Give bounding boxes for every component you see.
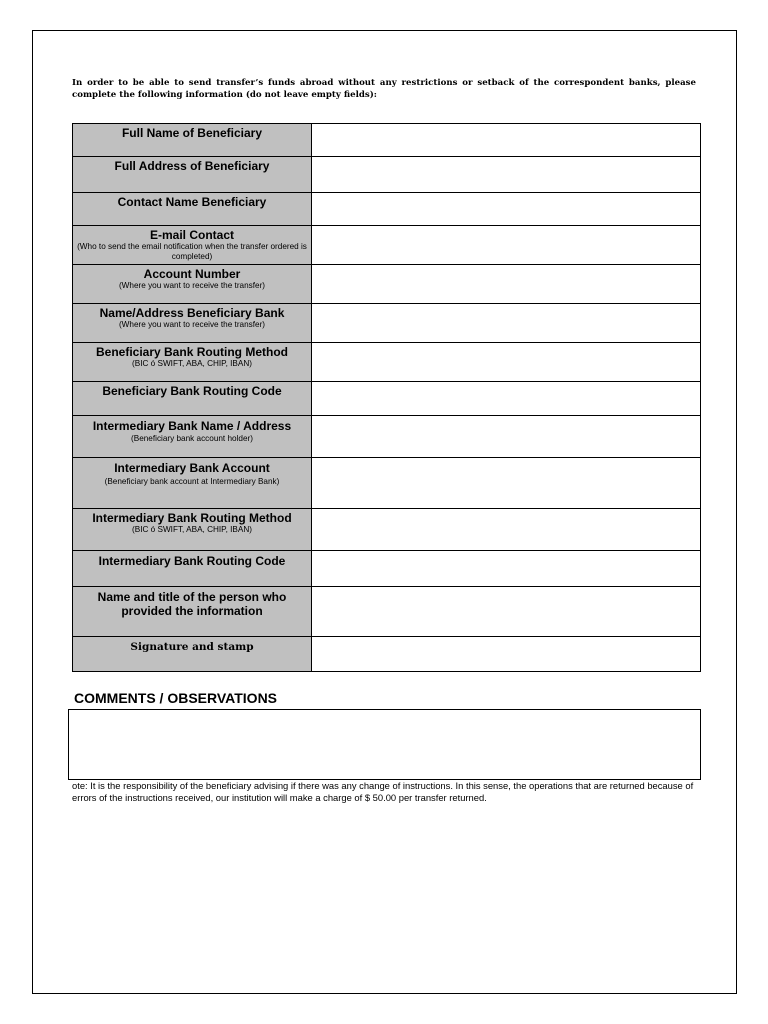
beneficiary-routing-code-field[interactable] [312, 382, 701, 416]
intermediary-bank-name-field[interactable] [312, 416, 701, 458]
intermediary-routing-method-label: Intermediary Bank Routing Method (BIC ó SWIFT, ABA, CHIP, IBAN) [73, 509, 312, 551]
intro-text: In order to be able to send transfer’s funds abroad without any restrictions or setback of the correspondent banks, please complete the following information (do not leave empty fields): [72, 78, 696, 100]
email-contact-field[interactable] [312, 226, 701, 265]
table-row [73, 509, 701, 551]
account-number-label: Account Number (Where you want to receive the transfer) [73, 265, 312, 304]
full-name-field[interactable] [312, 124, 701, 157]
table-row [73, 226, 701, 265]
beneficiary-bank-field[interactable] [312, 304, 701, 343]
comments-title: COMMENTS / OBSERVATIONS [74, 690, 278, 706]
provider-name-title-field[interactable] [312, 587, 701, 637]
table-row [73, 124, 701, 157]
beneficiary-bank-label: Name/Address Beneficiary Bank (Where you want to receive the transfer) [73, 304, 312, 343]
intermediary-routing-method-field[interactable] [312, 509, 701, 551]
beneficiary-routing-method-label: Beneficiary Bank Routing Method (BIC ó SWIFT, ABA, CHIP, IBAN) [73, 343, 312, 382]
table-row [73, 551, 701, 587]
signature-stamp-field[interactable] [312, 637, 701, 672]
table-row [73, 637, 701, 672]
table-row [73, 157, 701, 193]
intermediary-bank-account-field[interactable] [312, 458, 701, 509]
signature-stamp-label: Signature and stamp [73, 637, 312, 672]
table-row [73, 382, 701, 416]
table-row [73, 193, 701, 226]
table-row [73, 304, 701, 343]
table-row [73, 587, 701, 637]
table-row [73, 416, 701, 458]
beneficiary-form-table [72, 123, 701, 672]
contact-name-label: Contact Name Beneficiary [73, 193, 312, 226]
table-row [73, 265, 701, 304]
email-contact-label: E-mail Contact (Who to send the email notification when the transfer ordered is completed) [73, 226, 312, 265]
table-row [73, 343, 701, 382]
beneficiary-routing-code-label: Beneficiary Bank Routing Code [73, 382, 312, 416]
intermediary-bank-name-label: Intermediary Bank Name / Address (Beneficiary bank account holder) [73, 416, 312, 458]
disclaimer-note: ote: It is the responsibility of the beneficiary advising if there was any change of instructions. In this sense, the operations that are returned because of errors of the instructions received, our institution will make a charge of $ 50.00 per transfer returned. [72, 780, 694, 803]
intermediary-bank-account-label: Intermediary Bank Account (Beneficiary bank account at Intermediary Bank) [73, 458, 312, 509]
intermediary-routing-code-field[interactable] [312, 551, 701, 587]
intermediary-routing-code-label: Intermediary Bank Routing Code [73, 551, 312, 587]
beneficiary-routing-method-field[interactable] [312, 343, 701, 382]
full-name-label: Full Name of Beneficiary [73, 124, 312, 157]
contact-name-field[interactable] [312, 193, 701, 226]
full-address-field[interactable] [312, 157, 701, 193]
account-number-field[interactable] [312, 265, 701, 304]
provider-name-title-label: Name and title of the person who provided the information [73, 587, 312, 637]
table-row [73, 458, 701, 509]
comments-field[interactable] [68, 709, 701, 780]
full-address-label: Full Address of Beneficiary [73, 157, 312, 193]
